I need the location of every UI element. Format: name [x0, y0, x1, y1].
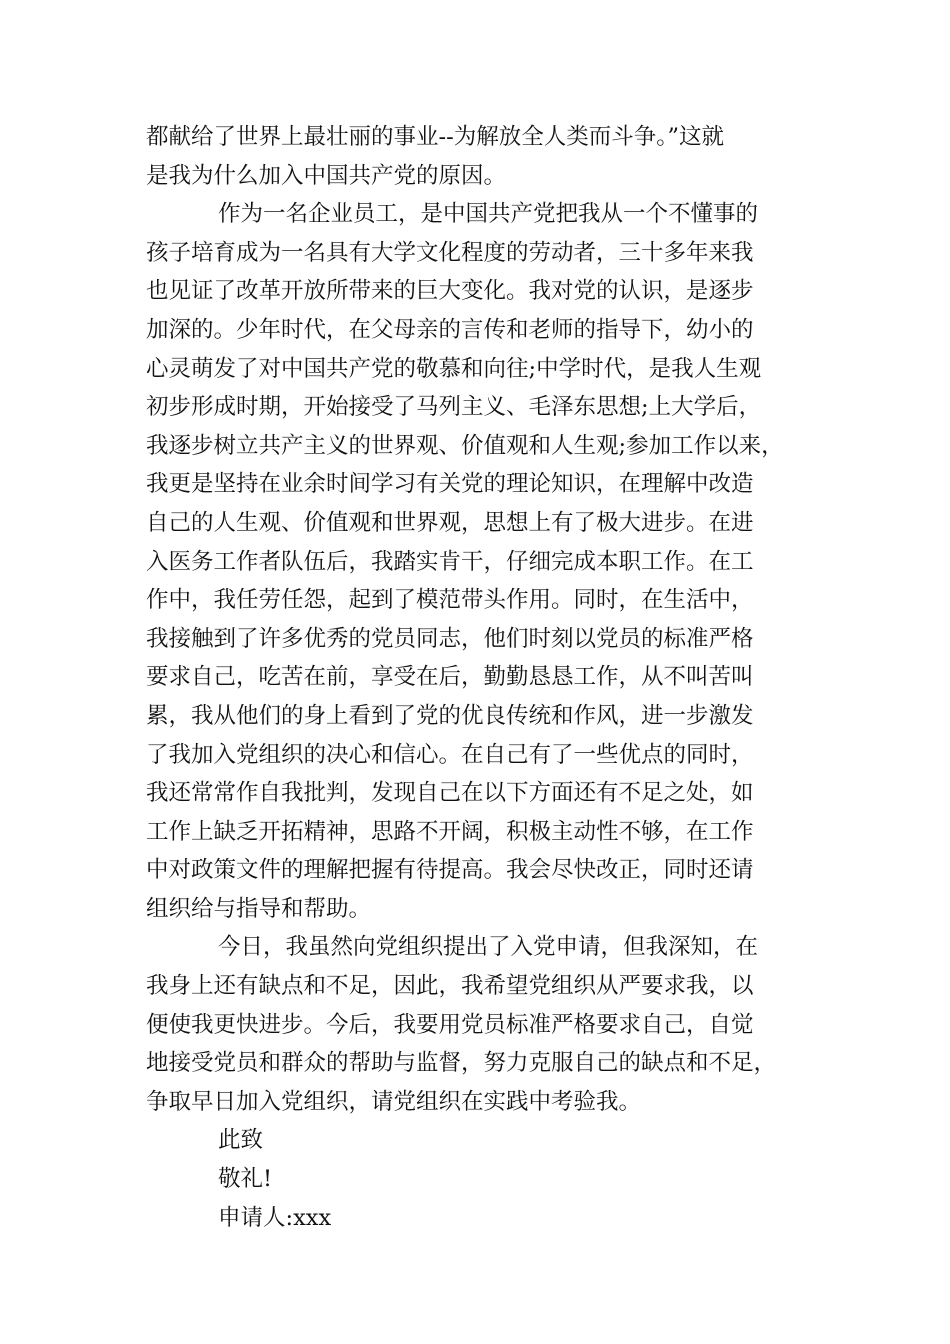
text-line: 地接受党员和群众的帮助与监督，努力克服自己的缺点和不足，: [146, 1050, 777, 1077]
text-line: 组织给与指导和帮助。: [146, 895, 372, 922]
text-line: 加深的。少年时代，在父母亲的言传和老师的指导下，幼小的: [146, 316, 754, 343]
text-line: 作中，我任劳任怨，起到了模范带头作用。同时，在生活中，: [146, 587, 754, 614]
text-line: 我逐步树立共产主义的世界观、价值观和人生观;参加工作以来，: [146, 432, 784, 459]
text-line: 此致: [218, 1127, 264, 1154]
text-line: 我更是坚持在业余时间学习有关党的理论知识，在理解中改造: [146, 471, 754, 498]
text-line: 初步形成时期，开始接受了马列主义、毛泽东思想;上大学后，: [146, 394, 762, 421]
text-line: 要求自己，吃苦在前，享受在后，勤勤恳恳工作，从不叫苦叫: [146, 664, 754, 691]
text-line: 便使我更快进步。今后，我要用党员标准严格要求自己，自觉: [146, 1011, 754, 1038]
text-line: 也见证了改革开放所带来的巨大变化。我对党的认识，是逐步: [146, 278, 754, 305]
text-line: 工作上缺乏开拓精神，思路不开阔，积极主动性不够，在工作: [146, 818, 754, 845]
text-line: 自己的人生观、价值观和世界观，思想上有了极大进步。在进: [146, 509, 754, 536]
text-line: 我身上还有缺点和不足，因此，我希望党组织从严要求我，以: [146, 973, 754, 1000]
text-line: 是我为什么加入中国共产党的原因。: [146, 162, 507, 189]
text-line: 了我加入党组织的决心和信心。在自己有了一些优点的同时，: [146, 741, 754, 768]
text-line: 争取早日加入党组织，请党组织在实践中考验我。: [146, 1088, 642, 1115]
text-line: 今日，我虽然向党组织提出了入党申请，但我深知，在: [218, 934, 759, 961]
text-line: 中对政策文件的理解把握有待提高。我会尽快改正，同时还请: [146, 857, 754, 884]
text-line: 孩子培育成为一名具有大学文化程度的劳动者，三十多年来我: [146, 239, 754, 266]
text-line: 入医务工作者队伍后，我踏实肯干，仔细完成本职工作。在工: [146, 548, 754, 575]
text-line: 申请人:xxx: [218, 1204, 332, 1231]
letter-body: [146, 118, 806, 1237]
text-line: 我接触到了许多优秀的党员同志，他们时刻以党员的标准严格: [146, 625, 754, 652]
text-line: 都献给了世界上最壮丽的事业--为解放全人类而斗争。”这就: [146, 124, 724, 150]
text-line: 累，我从他们的身上看到了党的优良传统和作风，进一步激发: [146, 702, 754, 729]
text-line: 作为一名企业员工，是中国共产党把我从一个不懂事的: [218, 201, 759, 228]
text-line: 敬礼!: [218, 1166, 273, 1193]
text-line: 我还常常作自我批判，发现自己在以下方面还有不足之处，如: [146, 780, 754, 807]
text-line: 心灵萌发了对中国共产党的敬慕和向往;中学时代，是我人生观: [146, 355, 762, 382]
